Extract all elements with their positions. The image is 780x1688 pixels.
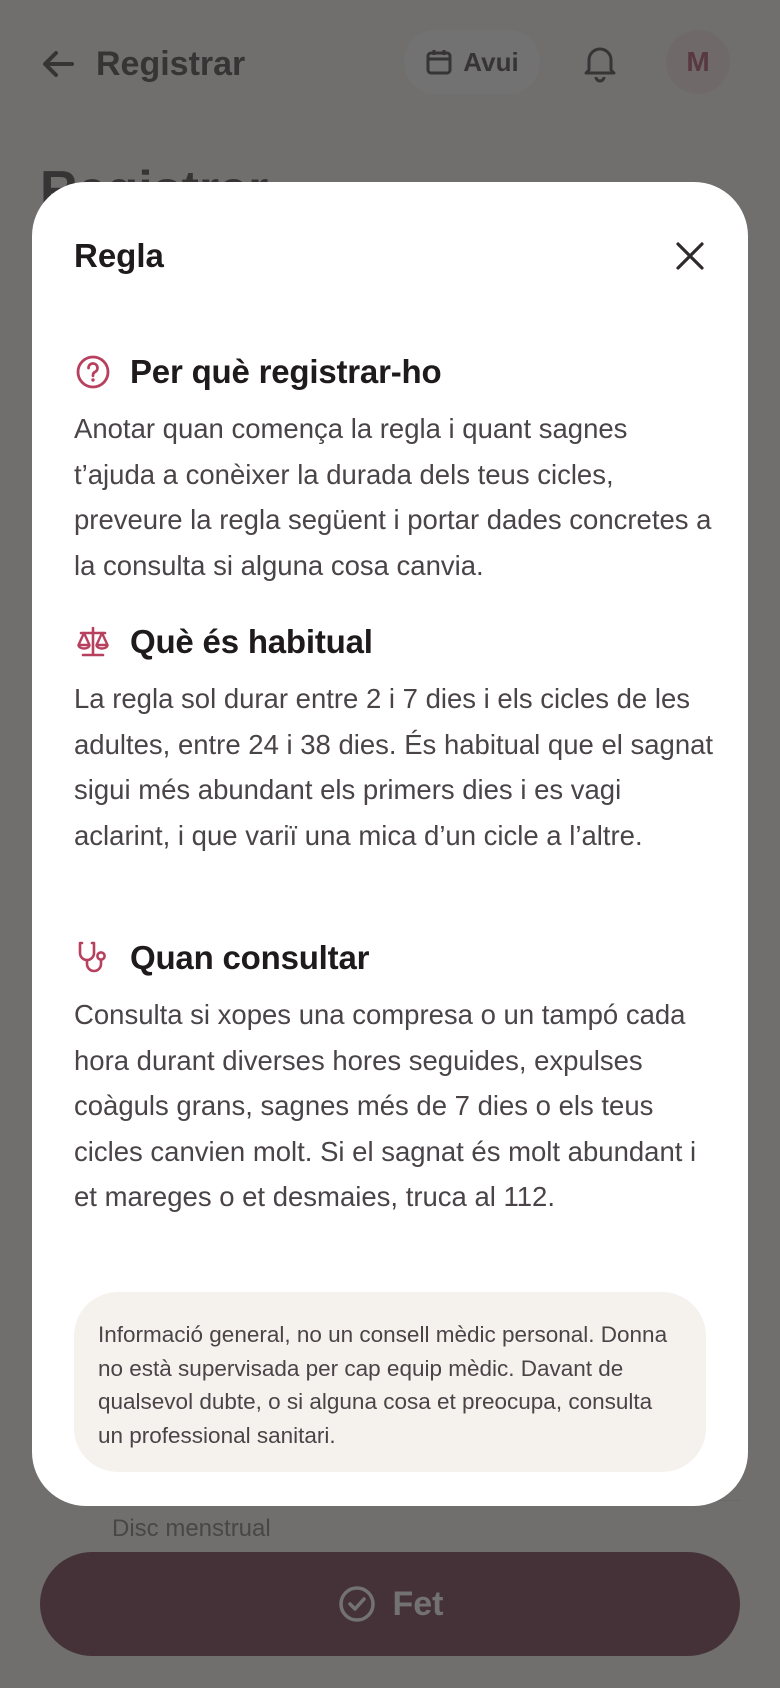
section-body: La regla sol durar entre 2 i 7 dies i els cicles de les adultes, entre 24 i 38 dies. És habitual que el sagnat sigui més abundant els primers dies i es vagi aclarint, i que variï una mica d’un cicle a l’altre.	[74, 683, 714, 851]
section-body: Anotar quan comença la regla i quant sagnes t’ajuda a conèixer la durada dels teus cicles, preveure la regla següent i portar dades concretes a la consulta si alguna cosa canvia.	[74, 413, 712, 581]
section-normal	[74, 618, 714, 858]
info-modal	[32, 182, 748, 1506]
modal-title: Regla	[74, 237, 164, 274]
section-title: Què és habitual	[130, 623, 373, 660]
scale-icon	[74, 623, 112, 661]
section-body: Consulta si xopes una compresa o un tampó cada hora durant diverses hores seguides, expulses coàguls grans, sagnes més de 7 dies o els teus cicles canvien molt. Si el sagnat és molt abundant i et mareges o et desmaies, truca al 112.	[74, 999, 697, 1212]
question-circle-icon	[74, 353, 112, 391]
stethoscope-icon	[74, 939, 112, 977]
close-icon	[675, 241, 705, 271]
section-when	[74, 934, 714, 1220]
section-why	[74, 348, 714, 588]
section-title: Per què registrar-ho	[130, 353, 442, 390]
section-title: Quan consultar	[130, 939, 370, 976]
disclaimer-box: Informació general, no un consell mèdic personal. Donna no està supervisada per cap equip mèdic. Davant de qualsevol dubte, o si alguna cosa et preocupa, consulta un professional sanitari.	[74, 1292, 706, 1472]
close-button[interactable]	[666, 232, 714, 280]
